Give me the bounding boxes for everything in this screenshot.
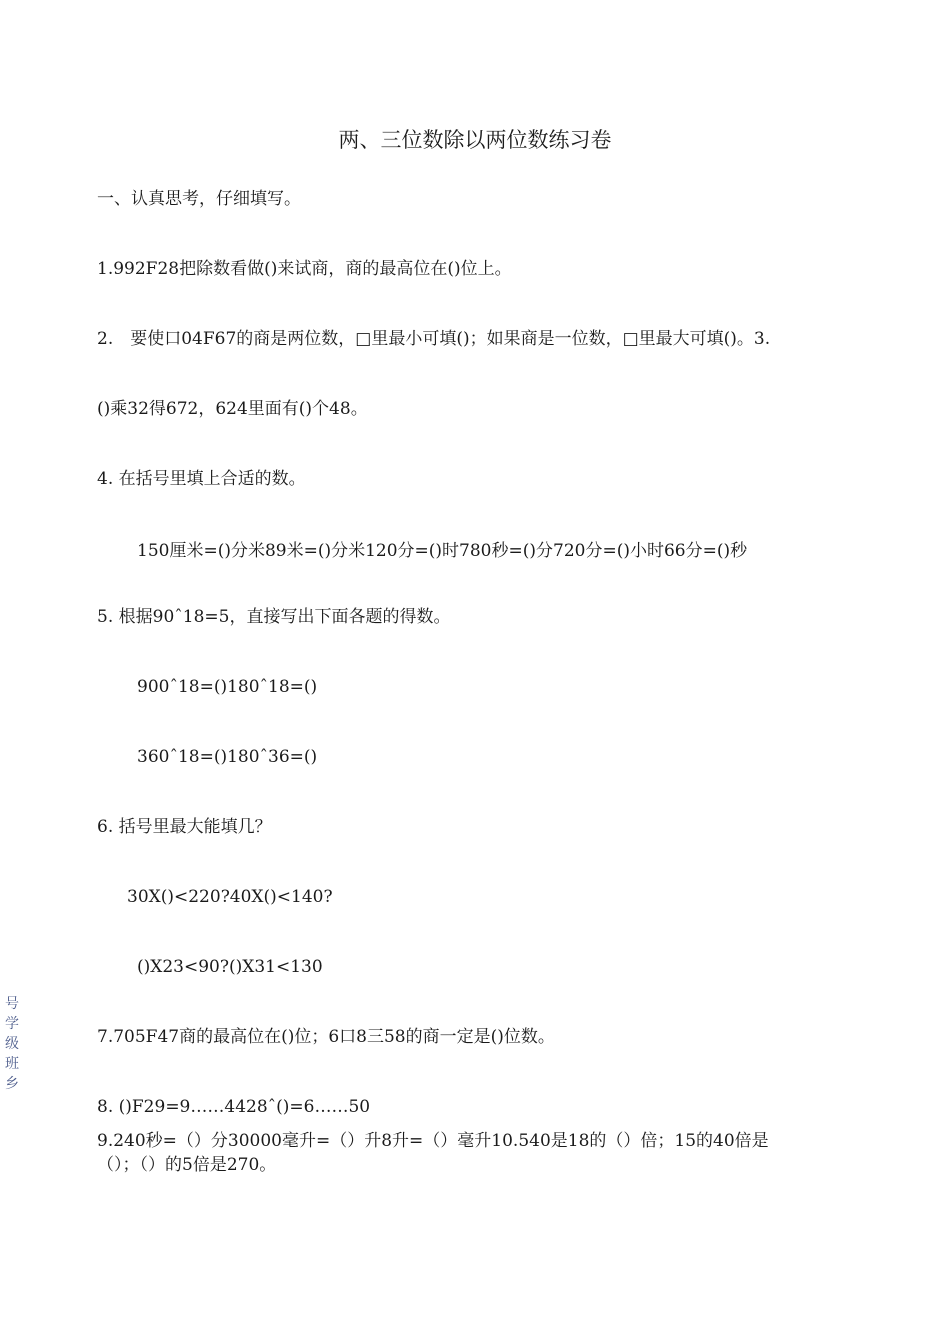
margin-label-town: 乡 — [5, 1076, 19, 1092]
question-8: 8. ()F29=9……4428ˆ()=6……50 — [97, 1097, 371, 1117]
question-6-items-a: 30X()<220?40X()<140? — [127, 887, 333, 907]
margin-label-class: 班 — [5, 1056, 19, 1072]
question-5: 5. 根据90ˆ18=5，直接写出下面各题的得数。 — [97, 607, 451, 627]
question-9-line-2: （）；（）的5倍是270。 — [97, 1155, 277, 1175]
margin-label-number: 号 — [5, 996, 19, 1012]
question-3: ()乘32得672，624里面有()个48。 — [97, 399, 368, 419]
question-4: 4. 在括号里填上合适的数。 — [97, 469, 306, 489]
question-5-items-a: 900ˆ18=()180ˆ18=() — [137, 677, 318, 697]
section-heading: 一、认真思考，仔细填写。 — [97, 189, 301, 209]
question-6: 6. 括号里最大能填几？ — [97, 817, 272, 837]
page-title: 两、三位数除以两位数练习卷 — [338, 128, 612, 152]
margin-label-student: 学 — [5, 1016, 19, 1032]
question-9-line-1: 9.240秒=（）分30000毫升=（）升8升=（）毫升10.540是18的（）倍；15的40倍是 — [97, 1131, 769, 1151]
margin-binding-labels — [4, 994, 20, 1094]
question-7: 7.705F47商的最高位在()位；6口8三58的商一定是()位数。 — [97, 1027, 555, 1047]
question-4-items: 150厘米=()分米89米=()分米120分=()时780秒=()分720分=()小时66分=()秒 — [137, 541, 748, 561]
question-1: 1.992F28把除数看做()来试商，商的最高位在()位上。 — [97, 259, 512, 279]
question-5-items-b: 360ˆ18=()180ˆ36=() — [137, 747, 318, 767]
question-2: 2. 要使口04F67的商是两位数，□里最小可填()；如果商是一位数，□里最大可填()。3. — [97, 329, 771, 349]
margin-label-grade: 级 — [5, 1036, 19, 1052]
question-6-items-b: ()X23<90?()X31<130 — [137, 957, 323, 977]
